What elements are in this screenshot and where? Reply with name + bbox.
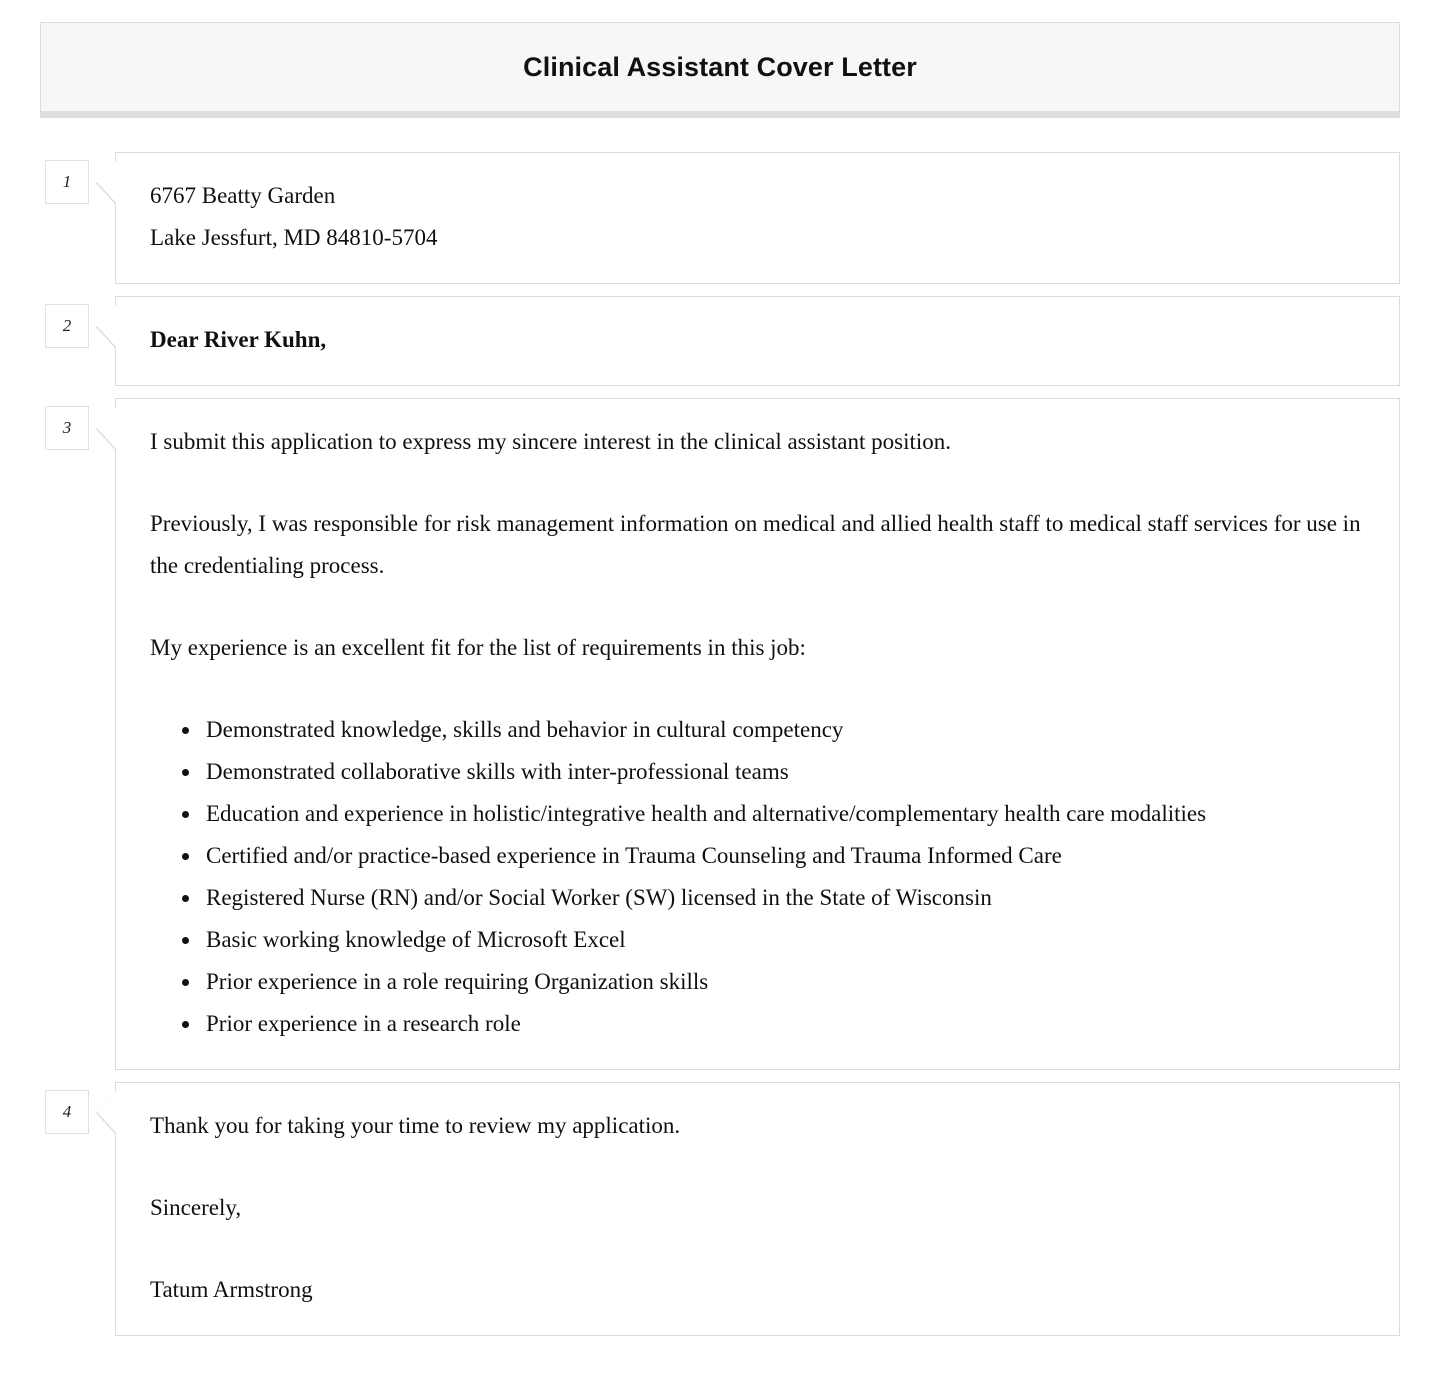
section-number-badge: 2	[45, 304, 89, 348]
document-header	[40, 22, 1400, 118]
requirements-list	[150, 709, 1369, 1045]
closing-thanks: Thank you for taking your time to review my application.	[150, 1113, 681, 1138]
section-address	[40, 152, 1400, 284]
list-item: • Demonstrated knowledge, skills and behavior in cultural competency	[202, 709, 1369, 751]
salutation-text: Dear River Kuhn,	[150, 327, 327, 352]
section-salutation	[40, 296, 1400, 386]
list-item: • Registered Nurse (RN) and/or Social Worker (SW) licensed in the State of Wisconsin	[202, 877, 1369, 919]
list-item: • Basic working knowledge of Microsoft Excel	[202, 919, 1369, 961]
list-item: • Demonstrated collaborative skills with inter-professional teams	[202, 751, 1369, 793]
body-paragraph-2: Previously, I was responsible for risk management information on medical and allied health staff to medical staff services for use in the credentialing process.	[150, 511, 1361, 578]
section-body	[40, 398, 1400, 1070]
body-paragraph-3: My experience is an excellent fit for the list of requirements in this job:	[150, 635, 806, 660]
section-number-badge: 4	[45, 1090, 89, 1134]
address-line-2: Lake Jessfurt, MD 84810-5704	[150, 225, 438, 250]
cover-letter-page	[0, 22, 1440, 1336]
address-block[interactable]	[115, 152, 1400, 284]
address-line-1: 6767 Beatty Garden	[150, 183, 336, 208]
list-item: • Education and experience in holistic/integrative health and alternative/complementary health care modalities	[202, 793, 1369, 835]
section-closing	[40, 1082, 1400, 1336]
section-number-badge: 1	[45, 160, 89, 204]
list-item: • Prior experience in a research role	[202, 1003, 1369, 1045]
body-block[interactable]	[115, 398, 1400, 1070]
list-item: • Prior experience in a role requiring Organization skills	[202, 961, 1369, 1003]
page-title: Clinical Assistant Cover Letter	[523, 51, 917, 82]
closing-signature: Tatum Armstrong	[150, 1277, 313, 1302]
closing-block[interactable]	[115, 1082, 1400, 1336]
body-paragraph-1: I submit this application to express my sincere interest in the clinical assistant position.	[150, 429, 952, 454]
list-item: • Certified and/or practice-based experience in Trauma Counseling and Trauma Informed Care	[202, 835, 1369, 877]
section-number-badge: 3	[45, 406, 89, 450]
closing-signoff: Sincerely,	[150, 1195, 242, 1220]
salutation-block[interactable]	[115, 296, 1400, 386]
sections-container	[0, 152, 1440, 1336]
